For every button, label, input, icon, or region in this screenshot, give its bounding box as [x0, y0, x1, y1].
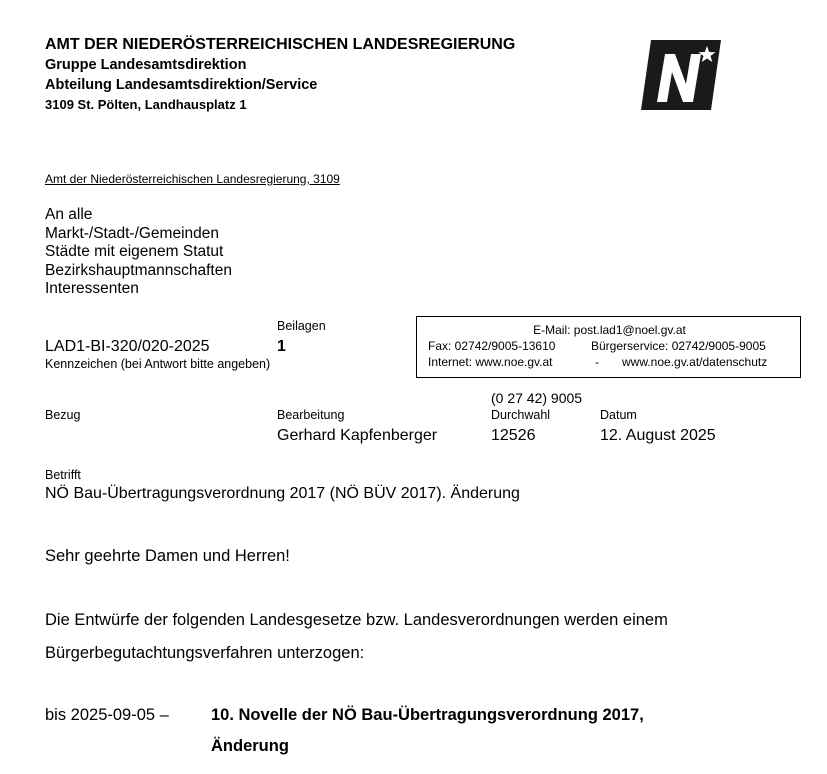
contact-website[interactable]: Internet: www.noe.gv.at	[428, 355, 553, 369]
attachments-count: 1	[277, 338, 286, 355]
contact-privacy-link[interactable]: www.noe.gv.at/datenschutz	[622, 355, 768, 369]
contact-email[interactable]: E-Mail: post.lad1@noel.gv.at	[533, 323, 686, 337]
agency-address: 3109 St. Pölten, Landhausplatz 1	[45, 97, 247, 112]
body-paragraph-line: Die Entwürfe der folgenden Landesgesetze bzw. Landesverordnungen werden einem	[45, 611, 668, 629]
subject-label: Betrifft	[45, 468, 81, 482]
bearbeitung-label: Bearbeitung	[277, 408, 345, 422]
reference-code-label: Kennzeichen (bei Antwort bitte angeben)	[45, 357, 271, 371]
contact-service-phone: Bürgerservice: 02742/9005-9005	[591, 339, 766, 353]
recipient-line: Bezirkshauptmannschaften	[45, 261, 232, 279]
bearbeitung-value: Gerhard Kapfenberger	[277, 427, 438, 444]
department-name: Abteilung Landesamtsdirektion/Service	[45, 77, 318, 93]
durchwahl-value: 12526	[491, 427, 536, 444]
attachments-label: Beilagen	[277, 319, 326, 333]
phone-prefix: (0 27 42) 9005	[491, 390, 583, 406]
sender-line: Amt der Niederösterreichischen Landesregierung, 3109	[45, 172, 340, 186]
recipient-block	[45, 206, 232, 299]
bezug-label: Bezug	[45, 408, 81, 422]
body-paragraph-line: Bürgerbegutachtungsverfahren unterzogen:	[45, 644, 365, 662]
recipient-line: Städte mit eigenem Statut	[45, 243, 224, 260]
subject-text: NÖ Bau-Übertragungsverordnung 2017 (NÖ BÜV 2017). Änderung	[45, 485, 520, 502]
item-deadline: bis 2025-09-05 –	[45, 706, 169, 724]
recipient-line: An alle	[45, 206, 93, 223]
noe-logo-icon	[641, 38, 721, 112]
item-title-continuation: Änderung	[211, 737, 289, 755]
recipient-line: Markt-/Stadt-/Gemeinden	[45, 224, 220, 242]
reference-code: LAD1-BI-320/020-2025	[45, 338, 210, 355]
datum-value: 12. August 2025	[600, 427, 716, 444]
contact-fax: Fax: 02742/9005-13610	[428, 339, 556, 353]
agency-title: AMT DER NIEDERÖSTERREICHISCHEN LANDESREGIERUNG	[45, 36, 516, 53]
group-name: Gruppe Landesamtsdirektion	[45, 57, 247, 73]
contact-separator: -	[595, 355, 599, 369]
contact-box	[416, 316, 801, 378]
item-title: 10. Novelle der NÖ Bau-Übertragungsverordnung 2017,	[211, 706, 644, 724]
datum-label: Datum	[600, 408, 637, 422]
salutation: Sehr geehrte Damen und Herren!	[45, 547, 290, 565]
durchwahl-label: Durchwahl	[491, 408, 551, 422]
recipient-line: Interessenten	[45, 280, 139, 297]
